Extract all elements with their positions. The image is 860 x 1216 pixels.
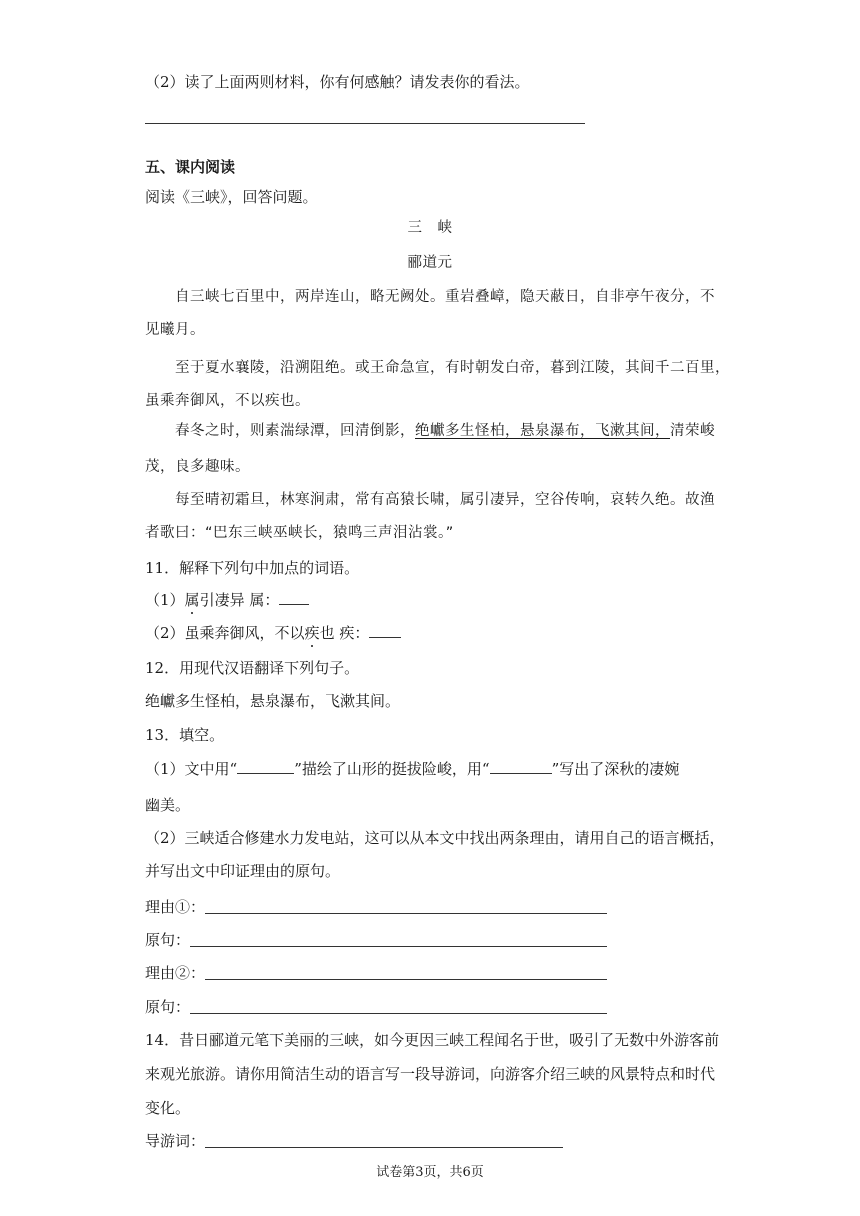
poem-p3-post: 清荣峻	[670, 423, 715, 439]
q11-sub2-prefix: （2）虽乘奔御风，不以	[145, 624, 305, 642]
q13-orig2-label: 原句：	[145, 998, 191, 1016]
q13-orig1-line[interactable]	[190, 946, 607, 947]
q12-sentence: 绝巘多生怪柏，悬泉瀑布，飞漱其间。	[145, 692, 401, 710]
q13-blank-2[interactable]	[490, 759, 552, 774]
q12-stem: 12．用现代汉语翻译下列句子。	[145, 659, 360, 677]
poem-p2-line2: 虽乘奔御风，不以疾也。	[145, 393, 310, 409]
poem-title: 三 峡	[407, 220, 453, 236]
q14-line1: 14．昔日郦道元笔下美丽的三峡，如今更因三峡工程闻名于世，吸引了无数中外游客前	[145, 1031, 720, 1049]
q14-line2: 来观光旅游。请你用简洁生动的语言写一段导游词，向游客介绍三峡的风景特点和时代	[145, 1065, 716, 1083]
poem-p3-pre: 春冬之时，则素湍绿潭，回清倒影，	[175, 423, 415, 439]
q13-sub1-part-c: ”写出了深秋的凄婉	[551, 760, 680, 778]
q13-sub1-line1	[145, 759, 679, 779]
q13-blank-1[interactable]	[237, 759, 294, 774]
q13-reason2-line[interactable]	[205, 979, 607, 980]
q13-reason1-label: 理由①：	[145, 898, 206, 916]
answer-line[interactable]	[145, 123, 585, 124]
q11-blank-1[interactable]	[279, 590, 309, 605]
poem-p2-line1: 至于夏水襄陵，沿溯阻绝。或王命急宣，有时朝发白帝，暮到江陵，其间千二百里，	[175, 360, 730, 376]
poem-p4-line1: 每至晴初霜旦，林寒涧肃，常有高猿长啸，属引凄异，空谷传响，哀转久绝。故渔	[175, 492, 715, 508]
q14-line3: 变化。	[145, 1099, 191, 1117]
q14-guide-label: 导游词：	[145, 1132, 206, 1150]
poem-p3-underlined: 绝巘多生怪柏，悬泉瀑布，飞漱其间，	[415, 423, 670, 439]
q13-stem: 13．填空。	[145, 726, 225, 744]
poem-p4-line2: 者歌曰：“巴东三峡巫峡长，猿鸣三声泪沾裳。”	[145, 525, 454, 541]
poem-p1-line1: 自三峡七百里中，两岸连山，略无阙处。重岩叠嶂，隐天蔽日，自非亭午夜分，不	[175, 289, 715, 305]
poem-author: 郦道元	[407, 255, 453, 271]
q11-sub2	[145, 623, 401, 643]
q11-stem: 11．解释下列句中加点的词语。	[145, 559, 360, 577]
q11-dotted-char-2: 疾	[304, 624, 320, 642]
q13-orig1-label: 原句：	[145, 931, 191, 949]
q13-sub1-line2: 幽美。	[145, 796, 191, 814]
q11-sub1	[145, 590, 309, 610]
page-footer: 试卷第3页，共6页	[376, 1165, 484, 1180]
q13-sub2-line1: （2）三峡适合修建水力发电站，这可以从本文中找出两条理由，请用自己的语言概括，	[145, 829, 725, 847]
q13-sub1-part-b: ”描绘了山形的挺拔险峻，用“	[294, 760, 490, 778]
poem-p3-line1	[175, 421, 715, 441]
poem-p1-line2: 见曦月。	[145, 322, 205, 338]
q11-sub2-text: 也 疾：	[319, 624, 370, 642]
poem-p3-line2: 茂，良多趣味。	[145, 459, 250, 475]
q11-sub1-prefix: （1）	[145, 591, 185, 609]
section-intro: 阅读《三峡》，回答问题。	[145, 188, 318, 206]
q13-sub1-part-a: （1）文中用“	[145, 760, 238, 778]
q11-sub1-text: 引凄异 属：	[199, 591, 280, 609]
q11-blank-2[interactable]	[369, 623, 401, 638]
q11-dotted-char-1: 属	[184, 591, 200, 609]
q13-reason2-label: 理由②：	[145, 964, 206, 982]
q13-sub2-line2: 并写出文中印证理由的原句。	[145, 862, 341, 880]
q13-orig2-line[interactable]	[190, 1013, 607, 1014]
q13-reason1-line[interactable]	[205, 913, 607, 914]
question-prev-2: （2）读了上面两则材料，你有何感触？请发表你的看法。	[145, 73, 530, 91]
q14-guide-line[interactable]	[205, 1147, 563, 1148]
section-title: 五、课内阅读	[145, 158, 236, 176]
